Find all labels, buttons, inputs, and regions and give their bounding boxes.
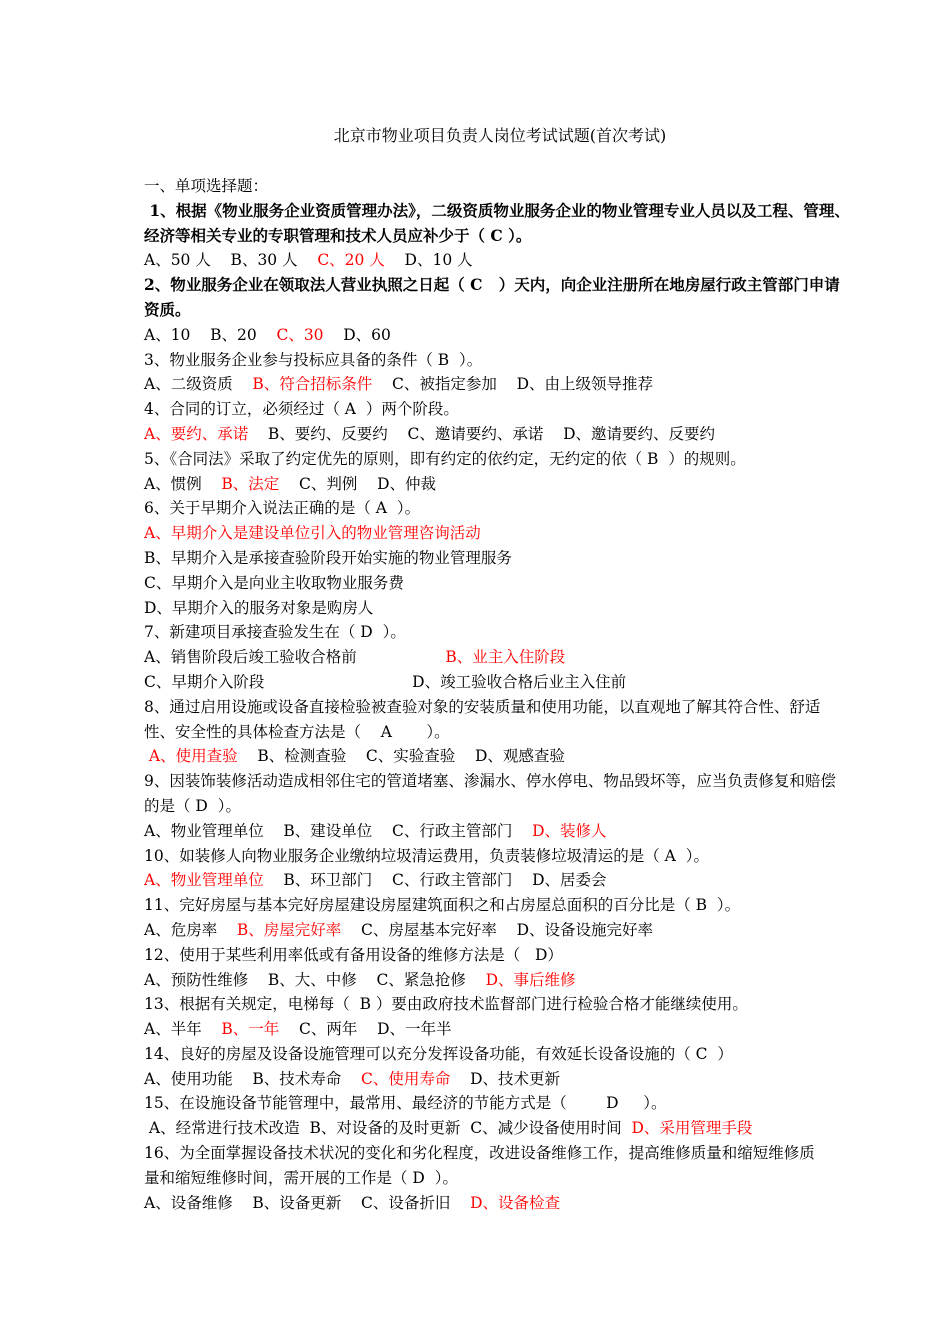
line-text: 量和缩短维修时间，需开展的工作是（ D ）。 [144, 1168, 458, 1187]
text-line [144, 844, 874, 869]
line-text: 9、因装饰装修活动造成相邻住宅的管道堵塞、渗漏水、停水停电、物品毁坏等，应当负责修复和赔偿 [144, 772, 836, 791]
text-line [144, 819, 874, 844]
answer-highlight: D、事后维修 [485, 970, 576, 989]
answer-highlight: B、一年 [221, 1020, 280, 1039]
text-line [144, 372, 874, 397]
answer-highlight: A、要约、承诺 [144, 424, 249, 443]
text-line [144, 794, 874, 819]
answer-highlight: C、20 人 [317, 251, 385, 270]
text-line [144, 1166, 874, 1191]
text-line [144, 273, 874, 298]
answer-highlight: D、装修人 [532, 821, 607, 840]
text-line [144, 496, 874, 521]
line-text: 1、根据《物业服务企业资质管理办法》，二级资质物业服务企业的物业管理专业人员以及工程、管理、 [144, 200, 850, 220]
line-text: A、使用功能 B、技术寿命 [144, 1069, 362, 1088]
line-text: C、早期介入阶段 D、竣工验收合格后业主入住前 [144, 672, 627, 691]
line-text: 10、如装修人向物业服务企业缴纳垃圾清运费用，负责装修垃圾清运的是（ A ）。 [144, 846, 709, 865]
line-text: D、60 [323, 325, 391, 344]
text-line [144, 868, 874, 893]
text-line [144, 992, 874, 1017]
text-line [144, 620, 874, 645]
text-line [144, 1116, 874, 1141]
answer-highlight: B、法定 [221, 474, 280, 493]
line-text: 一、单项选择题： [144, 177, 269, 195]
text-line [144, 199, 874, 224]
text-line [144, 1141, 874, 1166]
text-line [144, 769, 874, 794]
line-text: C、判例 D、仲裁 [279, 474, 437, 493]
line-text: B、环卫部门 C、行政主管部门 D、居委会 [263, 871, 607, 890]
text-line [144, 720, 874, 745]
answer-highlight: D、设备检查 [470, 1193, 561, 1212]
text-line [144, 298, 874, 323]
text-line [144, 918, 874, 943]
text-line [144, 521, 874, 546]
text-line [144, 670, 874, 695]
text-line [144, 422, 874, 447]
text-line [144, 323, 874, 348]
line-text: C、两年 D、一年半 [279, 1020, 452, 1039]
question-list [144, 174, 874, 1215]
line-text: B、早期介入是承接查验阶段开始实施的物业管理服务 [144, 548, 512, 567]
line-text: 13、根据有关规定，电梯每（ B ）要由政府技术监督部门进行检验合格才能继续使用。 [144, 995, 748, 1014]
line-text: A、设备维修 B、设备更新 C、设备折旧 [144, 1193, 471, 1212]
line-text: C、早期介入是向业主收取物业服务费 [144, 573, 404, 592]
answer-highlight: A、早期介入是建设单位引入的物业管理咨询活动 [144, 524, 481, 543]
line-text: 11、完好房屋与基本完好房屋建设房屋建筑面积之和占房屋总面积的百分比是（ B ）。 [144, 896, 741, 915]
line-text: D、10 人 [384, 251, 473, 270]
text-line [144, 968, 874, 993]
text-line [144, 645, 874, 670]
line-text: 经济等相关专业的专职管理和技术人员应补少于（ C ）。 [144, 225, 532, 245]
text-line [144, 695, 874, 720]
line-text: 15、在设施设备节能管理中，最常用、最经济的节能方式是（ D ）。 [144, 1094, 667, 1113]
line-text: 7、新建项目承接查验发生在（ D ）。 [144, 623, 406, 642]
line-text: 资质。 [144, 299, 191, 319]
line-text: 8、通过启用设施或设备直接检验被查验对象的安装质量和使用功能，以直观地了解其符合性、舒适 [144, 697, 821, 716]
line-text: 性、安全性的具体检查方法是（ A ）。 [144, 722, 450, 741]
text-line [144, 596, 874, 621]
text-line [144, 248, 874, 273]
answer-highlight: C、使用寿命 [361, 1069, 451, 1088]
text-line [144, 893, 874, 918]
line-text: A、物业管理单位 B、建设单位 C、行政主管部门 [144, 821, 533, 840]
text-line [144, 224, 874, 249]
line-text: 6、关于早期介入说法正确的是（ A ）。 [144, 499, 421, 518]
line-text: A、销售阶段后竣工验收合格前 [144, 648, 446, 667]
line-text: 5、《合同法》采取了约定优先的原则，即有约定的依约定，无约定的依（ B ）的规则。 [144, 449, 746, 468]
line-text: 16、为全面掌握设备技术状况的变化和劣化程度，改进设备维修工作，提高维修质量和缩短维修质 [144, 1144, 815, 1163]
line-text: A、惯例 [144, 474, 222, 493]
answer-highlight: A、物业管理单位 [144, 871, 264, 890]
answer-highlight: C、30 [276, 325, 324, 344]
line-text: 14、良好的房屋及设备设施管理可以充分发挥设备功能，有效延长设备设施的（ C ） [144, 1044, 733, 1063]
line-text: D、早期介入的服务对象是购房人 [144, 598, 374, 617]
text-line [144, 1191, 874, 1216]
text-line [144, 571, 874, 596]
text-line [144, 174, 874, 199]
line-text: C、房屋基本完好率 D、设备设施完好率 [341, 920, 654, 939]
answer-highlight: B、符合招标条件 [252, 375, 373, 394]
line-text: D、技术更新 [450, 1069, 561, 1088]
line-text: A、10 B、20 [144, 325, 277, 344]
text-line [144, 1067, 874, 1092]
text-line [144, 447, 874, 472]
answer-highlight: B、房屋完好率 [236, 920, 342, 939]
line-text: 12、使用于某些利用率低或有备用设备的维修方法是（ D） [144, 945, 563, 964]
text-line [144, 472, 874, 497]
text-line [144, 943, 874, 968]
text-line [144, 348, 874, 373]
line-text: 的是（ D ）。 [144, 796, 241, 815]
line-text: 4、合同的订立，必须经过（ A ）两个阶段。 [144, 400, 459, 419]
answer-highlight: D、采用管理手段 [631, 1119, 753, 1138]
text-line [144, 397, 874, 422]
document-title: 北京市物业项目负责人岗位考试试题(首次考试) [333, 126, 667, 145]
line-text: A、半年 [144, 1020, 222, 1039]
text-line [144, 1091, 874, 1116]
text-line [144, 1042, 874, 1067]
text-line [144, 744, 874, 769]
line-text: B、要约、反要约 C、邀请要约、承诺 D、邀请要约、反要约 [248, 424, 716, 443]
line-text: C、被指定参加 D、由上级领导推荐 [372, 375, 654, 394]
line-text: A、50 人 B、30 人 [144, 251, 318, 270]
line-text: A、危房率 [144, 920, 237, 939]
line-text: A、预防性维修 B、大、中修 C、紧急抢修 [144, 970, 486, 989]
line-text: 3、物业服务企业参与投标应具备的条件（ B ）。 [144, 350, 483, 369]
line-text: 2、物业服务企业在领取法人营业执照之日起（ C ）天内，向企业注册所在地房屋行政主管部门申请 [144, 275, 840, 295]
answer-highlight: B、业主入住阶段 [445, 648, 566, 667]
text-line [144, 1017, 874, 1042]
line-text: A、二级资质 [144, 375, 253, 394]
answer-highlight: A、使用查验 [144, 747, 238, 766]
text-line [144, 546, 874, 571]
line-text: B、检测查验 C、实验查验 D、观感查验 [237, 747, 565, 766]
line-text: A、经常进行技术改造 B、对设备的及时更新 C、减少设备使用时间 [144, 1119, 632, 1138]
